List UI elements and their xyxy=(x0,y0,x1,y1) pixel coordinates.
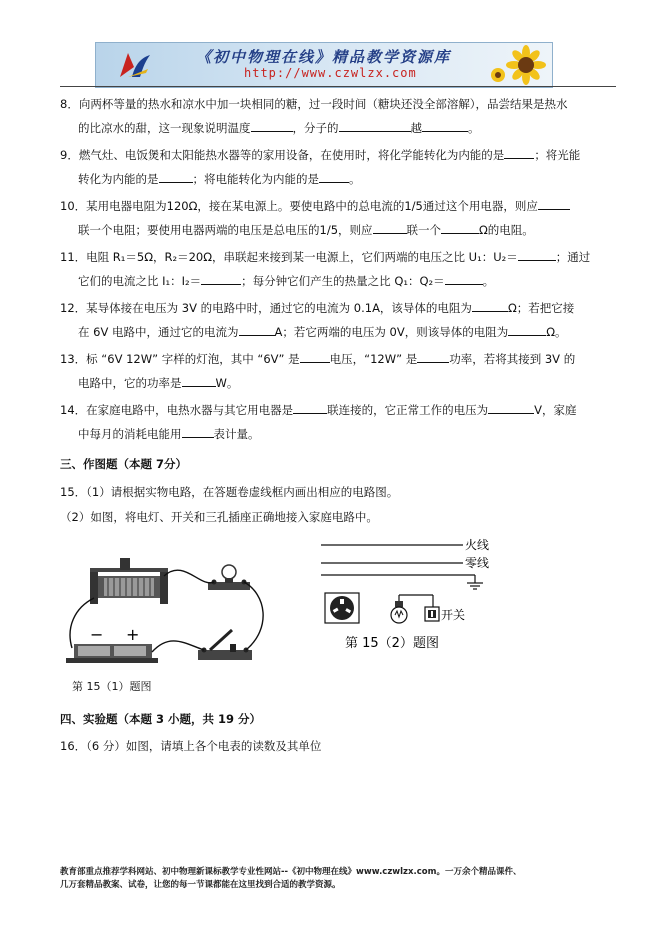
answer-blank[interactable] xyxy=(441,222,479,234)
switch xyxy=(425,607,439,621)
q15-part1: 15．（1）请根据实物电路，在答题卷虚线框内画出相应的电路图。 xyxy=(60,485,399,499)
switch-label: 开关 xyxy=(441,608,466,622)
live-wire-label: 火线 xyxy=(465,538,490,552)
q9-line1: 9．燃气灶、电饭煲和太阳能热水器等的家用设备，在使用时，将化学能转化为内能的是 ；将光能 xyxy=(60,148,581,162)
knife-switch xyxy=(198,630,252,660)
answer-blank[interactable] xyxy=(472,300,508,312)
light-bulb xyxy=(391,595,407,623)
sunflower-icon xyxy=(488,45,548,85)
answer-blank[interactable] xyxy=(538,198,570,210)
answer-blank[interactable] xyxy=(319,171,349,183)
answer-blank[interactable] xyxy=(417,351,449,363)
answer-blank[interactable] xyxy=(182,375,216,387)
answer-blank[interactable] xyxy=(339,120,411,132)
page-footer xyxy=(60,866,620,892)
q14-line1: 14．在家庭电路中，电热水器与其它用电器是 联连接的，它正常工作的电压为 V，家庭 xyxy=(60,403,577,417)
q12-line2: 在 6V 电路中，通过它的电流为 A；若它两端的电压为 0V，则该导体的电阻为 Ω。 xyxy=(78,325,567,339)
answer-blank[interactable] xyxy=(300,351,330,363)
footer-line1: 教育部重点推荐学科网站、初中物理新课标教学专业性网站--《初中物理在线》www.czwlzx.com。一万余个精品课件、 xyxy=(60,867,522,877)
household-circuit-figure xyxy=(315,535,515,665)
q11-line2: 它们的电流之比 I₁：I₂＝ ；每分钟它们产生的热量之比 Q₁：Q₂＝ 。 xyxy=(78,274,495,288)
lamp xyxy=(208,565,250,590)
answer-blank[interactable] xyxy=(201,273,241,285)
q10-line2: 联一个电阻；要使用电器两端的电压是总电压的1/5，则应 联一个 Ω的电阻。 xyxy=(78,223,534,237)
answer-blank[interactable] xyxy=(182,426,214,438)
answer-blank[interactable] xyxy=(422,120,468,132)
plus-sign: + xyxy=(126,625,140,644)
banner-title: 《初中物理在线》精品教学资源库 xyxy=(196,48,452,66)
section3-heading: 三、作图题（本题 7分） xyxy=(60,457,188,471)
rheostat xyxy=(90,558,168,604)
answer-blank[interactable] xyxy=(239,324,275,336)
figure1-caption: 第 15（1）题图 xyxy=(72,680,152,693)
logo-icon xyxy=(114,49,154,81)
answer-blank[interactable] xyxy=(293,402,327,414)
answer-blank[interactable] xyxy=(518,249,556,261)
answer-blank[interactable] xyxy=(445,273,483,285)
header-banner xyxy=(95,42,553,88)
ground-symbol xyxy=(467,575,483,589)
banner-url: http://www.czwlzx.com xyxy=(244,66,417,80)
header-rule xyxy=(60,86,616,87)
q9-line2: 转化为内能的是 ；将电能转化为内能的是 。 xyxy=(78,172,361,186)
q14-line2: 中每月的消耗电能用 表计量。 xyxy=(78,427,260,441)
q13-line1: 13．标 “6V 12W” 字样的灯泡，其中 “6V” 是 电压，“12W” 是 功率，若将其接到 3V 的 xyxy=(60,352,576,366)
battery xyxy=(66,625,158,663)
q8-line1: 8．向两杯等量的热水和凉水中加一块相同的糖，过一段时间（糖块还没全部溶解），品尝结果是热水 xyxy=(60,97,568,111)
neutral-wire-label: 零线 xyxy=(465,556,490,570)
footer-line2: 几万套精品教案、试卷，让您的每一节课都能在这里找到合适的教学资源。 xyxy=(60,880,341,890)
answer-blank[interactable] xyxy=(504,147,534,159)
answer-blank[interactable] xyxy=(159,171,193,183)
q13-line2: 电路中，它的功率是 W。 xyxy=(78,376,239,390)
answer-blank[interactable] xyxy=(373,222,407,234)
q16: 16．（6 分）如图，请填上各个电表的读数及其单位 xyxy=(60,739,322,753)
answer-blank[interactable] xyxy=(508,324,546,336)
q15-part2: （2）如图，将电灯、开关和三孔插座正确地接入家庭电路中。 xyxy=(60,510,378,524)
three-pin-socket xyxy=(325,593,359,623)
section4-heading: 四、实验题（本题 3 小题，共 19 分） xyxy=(60,712,262,726)
answer-blank[interactable] xyxy=(251,120,293,132)
minus-sign: − xyxy=(90,625,104,644)
circuit-figure xyxy=(60,548,280,678)
figure2-caption: 第 15（2）题图 xyxy=(345,636,439,651)
answer-blank[interactable] xyxy=(488,402,534,414)
q10-line1: 10．某用电器电阻为120Ω，接在某电源上。要使电路中的总电流的1/5通过这个用电器，则应 xyxy=(60,198,620,214)
q12-line1: 12．某导体接在电压为 3V 的电路中时，通过它的电流为 0.1A，该导体的电阻为 Ω；若把它接 xyxy=(60,301,575,315)
q8-line2: 的比凉水的甜，这一现象说明温度 ，分子的 越 。 xyxy=(78,121,480,135)
q11-line1: 11．电阻 R₁＝5Ω，R₂＝20Ω，串联起来接到某一电源上，它们两端的电压之比 U₁：U₂＝ ；通过 xyxy=(60,250,591,264)
